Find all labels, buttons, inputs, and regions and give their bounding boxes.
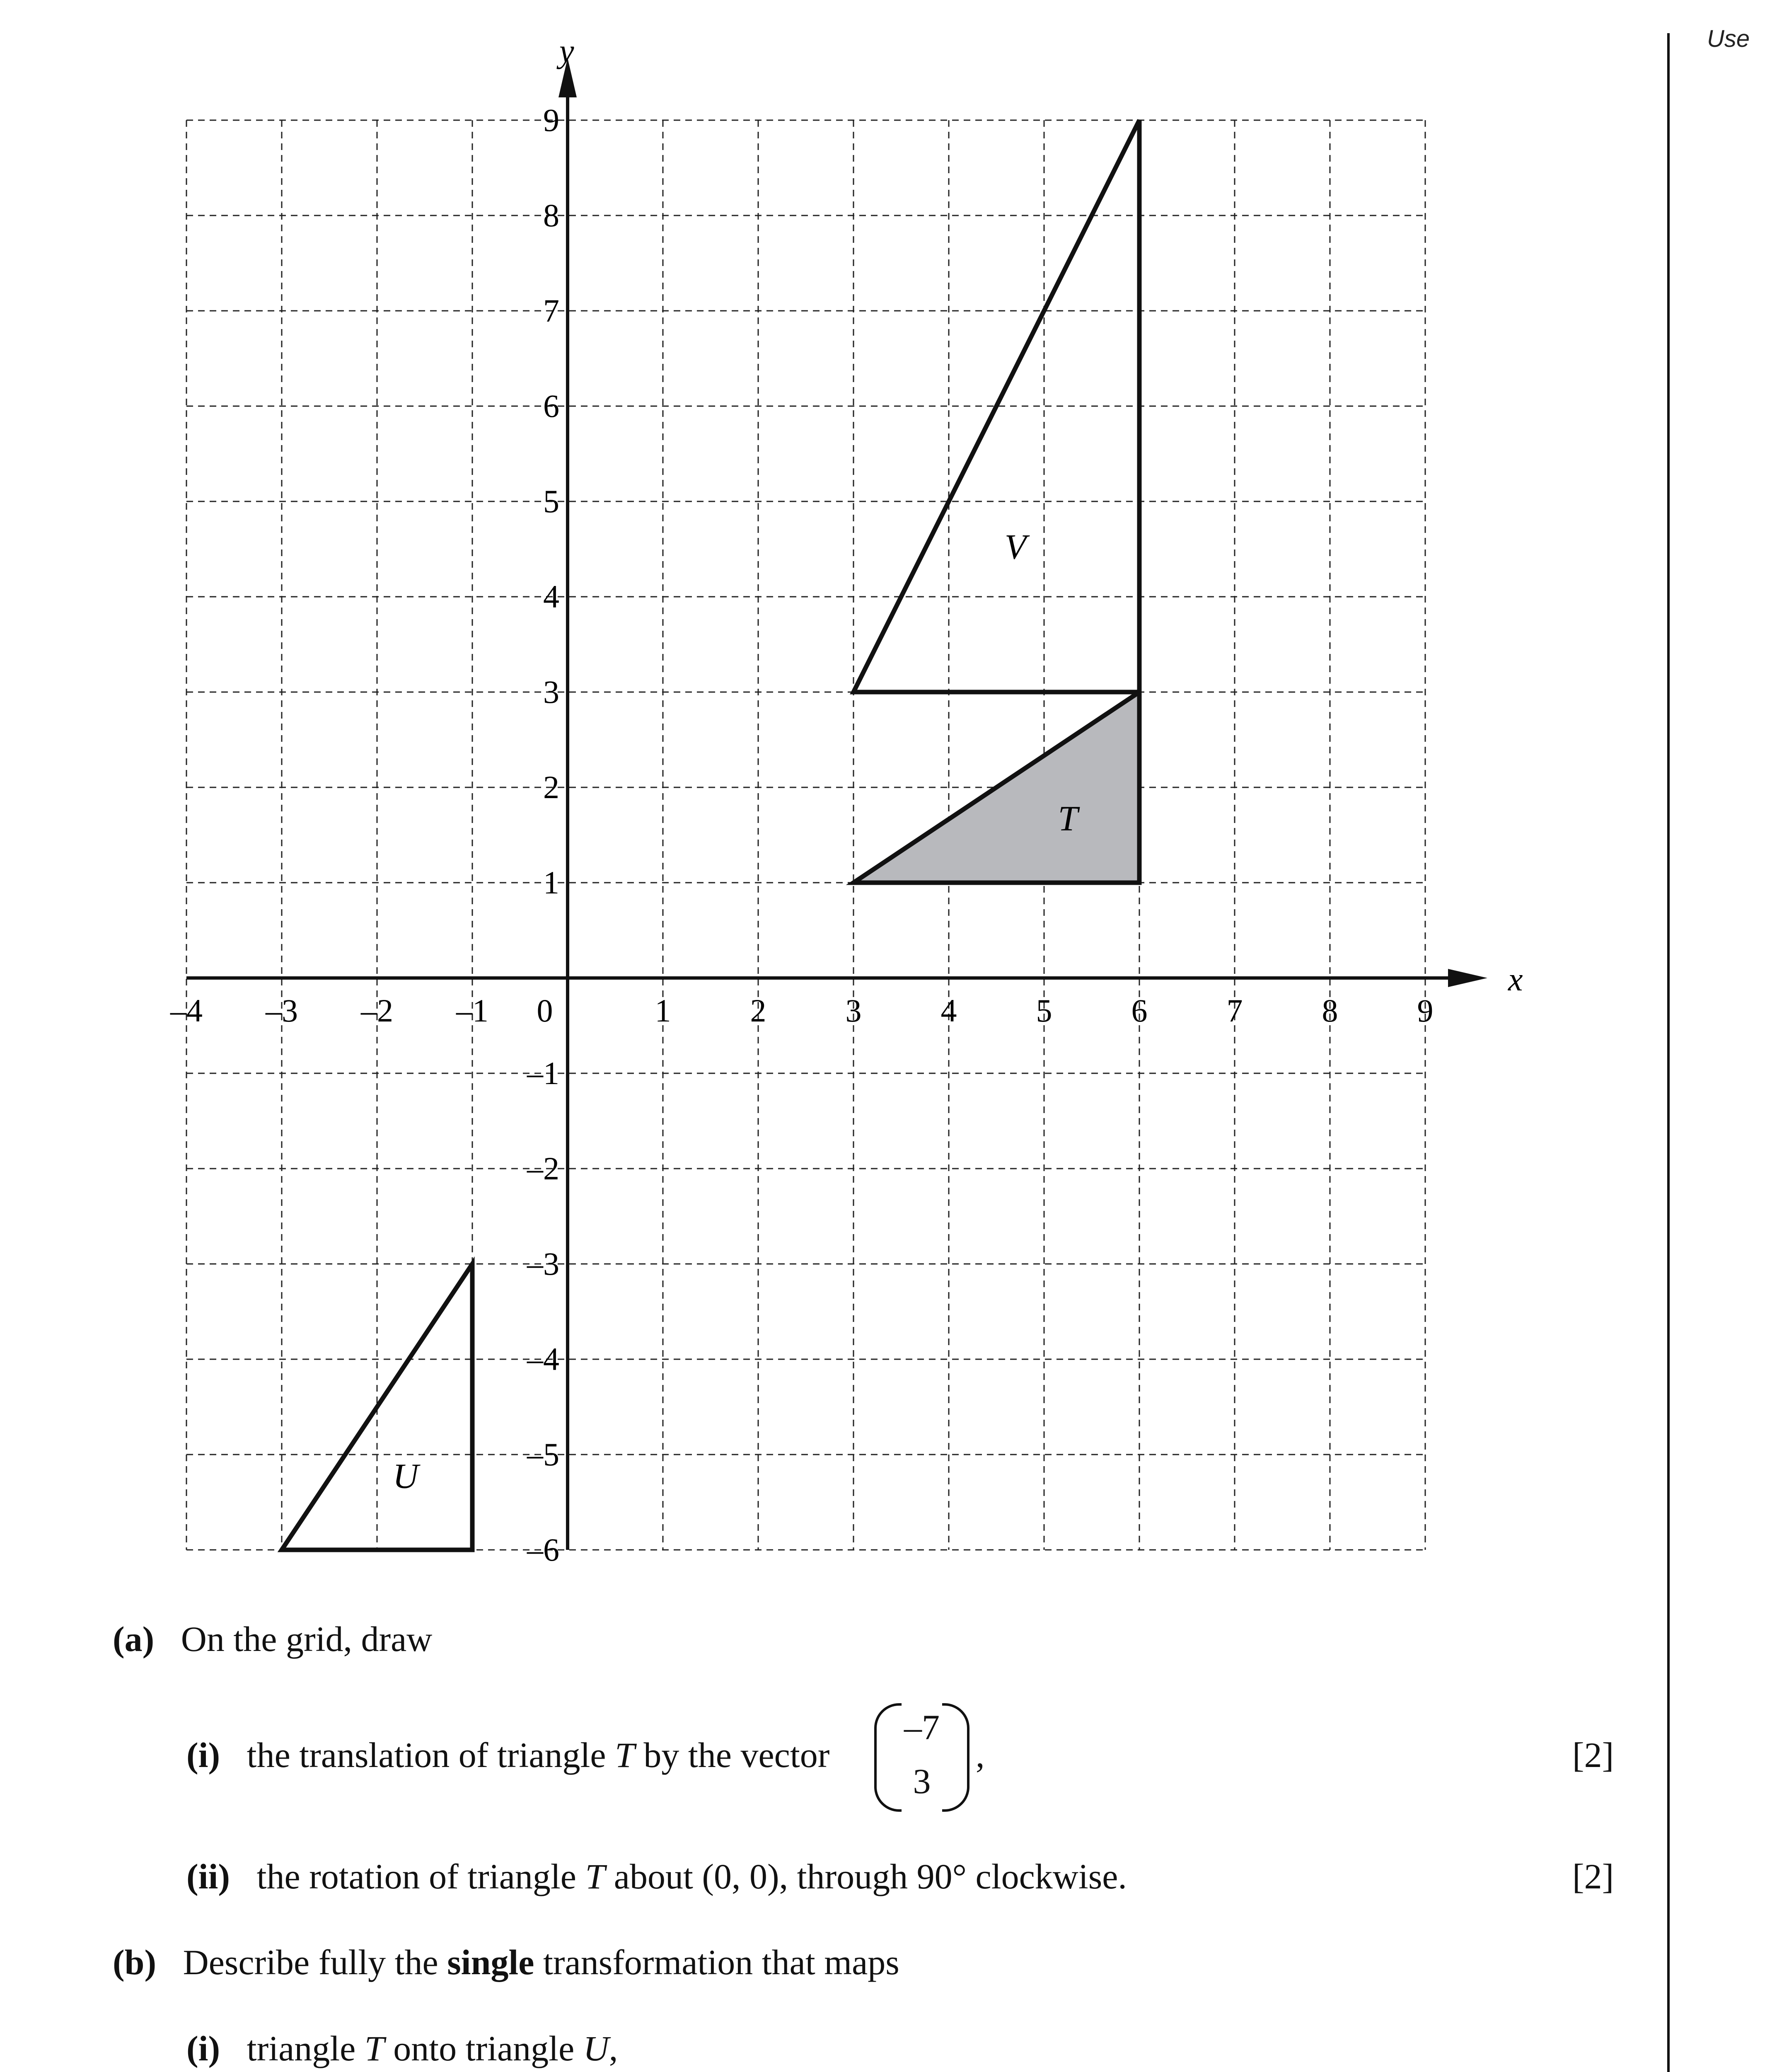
question-b-i-text-3: , xyxy=(609,2028,618,2068)
y-tick-label: –1 xyxy=(527,1055,559,1091)
x-tick-label: –2 xyxy=(361,992,393,1029)
question-b-text-2: transformation that maps xyxy=(534,1942,899,1982)
y-tick-label: –3 xyxy=(527,1246,559,1282)
vector-comma: , xyxy=(976,1735,985,1775)
y-tick-label: 4 xyxy=(543,579,559,615)
x-tick-label: –3 xyxy=(266,992,298,1029)
y-tick-label: –2 xyxy=(527,1150,559,1186)
y-tick-label: 6 xyxy=(543,388,559,424)
x-tick-label: 2 xyxy=(750,992,766,1029)
question-a-label: (a) xyxy=(113,1619,155,1659)
question-a-ii-text-1: the rotation of triangle xyxy=(256,1857,585,1896)
question-a-ii-text-2: about (0, 0), through 90° clockwise. xyxy=(605,1857,1127,1896)
question-a-i-text-1: the translation of triangle xyxy=(247,1735,615,1775)
x-tick-label: 7 xyxy=(1226,992,1243,1029)
x-tick-label: 5 xyxy=(1036,992,1052,1029)
triangle-v-label: V xyxy=(1004,527,1027,566)
y-tick-label: –4 xyxy=(527,1341,559,1377)
question-a-text: On the grid, draw xyxy=(181,1619,433,1659)
y-tick-label: 3 xyxy=(543,674,559,710)
x-tick-label: 4 xyxy=(940,992,957,1029)
x-tick-label: 1 xyxy=(655,992,671,1029)
question-a-ii-triangle-t: T xyxy=(585,1857,605,1896)
question-a-ii-label: (ii) xyxy=(186,1857,230,1896)
y-tick-label: –6 xyxy=(527,1532,559,1568)
y-tick-label: 9 xyxy=(543,102,559,138)
translation-vector xyxy=(874,1703,969,1811)
question-a-i xyxy=(186,1734,829,1776)
y-tick-label: 2 xyxy=(543,769,559,805)
question-b-text-1: Describe fully the xyxy=(183,1942,447,1982)
question-b-single: single xyxy=(447,1942,534,1982)
mark-a-i: [2] xyxy=(1572,1735,1614,1775)
question-a-ii xyxy=(186,1856,1127,1897)
vector-bottom: 3 xyxy=(913,1761,931,1801)
x-tick-label: 8 xyxy=(1322,992,1338,1029)
x-tick-label: 6 xyxy=(1131,992,1148,1029)
x-tick-label: 0 xyxy=(537,992,553,1029)
x-tick-label: 9 xyxy=(1417,992,1434,1029)
y-axis-label: y xyxy=(559,33,574,70)
question-a-i-triangle-t: T xyxy=(615,1735,635,1775)
question-b-i xyxy=(186,2028,618,2069)
x-tick-label: –4 xyxy=(170,992,203,1029)
x-tick-label: 3 xyxy=(845,992,862,1029)
question-b-i-label: (i) xyxy=(186,2028,220,2068)
y-tick-label: 7 xyxy=(543,293,559,329)
mark-a-ii: [2] xyxy=(1572,1857,1614,1896)
question-a-i-text-2: by the vector xyxy=(634,1735,830,1775)
margin-label: Use xyxy=(1707,25,1750,52)
y-tick-label: –5 xyxy=(527,1436,559,1472)
triangle-t-label: T xyxy=(1058,798,1078,838)
x-axis-arrow-icon xyxy=(1448,969,1487,987)
question-b-label: (b) xyxy=(113,1942,157,1982)
question-a xyxy=(113,1618,432,1660)
question-b-i-triangle-t: T xyxy=(364,2028,384,2068)
question-b xyxy=(113,1941,899,1983)
vector-top: –7 xyxy=(904,1707,940,1747)
x-axis-label: x xyxy=(1508,961,1523,998)
x-tick-label: –1 xyxy=(456,992,488,1029)
triangle-u-label: U xyxy=(392,1456,419,1496)
question-b-i-text-2: onto triangle xyxy=(384,2028,583,2068)
question-b-i-triangle-u: U xyxy=(583,2028,609,2068)
y-tick-label: 5 xyxy=(543,483,559,519)
y-tick-label: 1 xyxy=(543,864,559,900)
question-a-i-label: (i) xyxy=(186,1735,220,1775)
y-tick-label: 8 xyxy=(543,197,559,233)
question-b-i-text-1: triangle xyxy=(247,2028,365,2068)
